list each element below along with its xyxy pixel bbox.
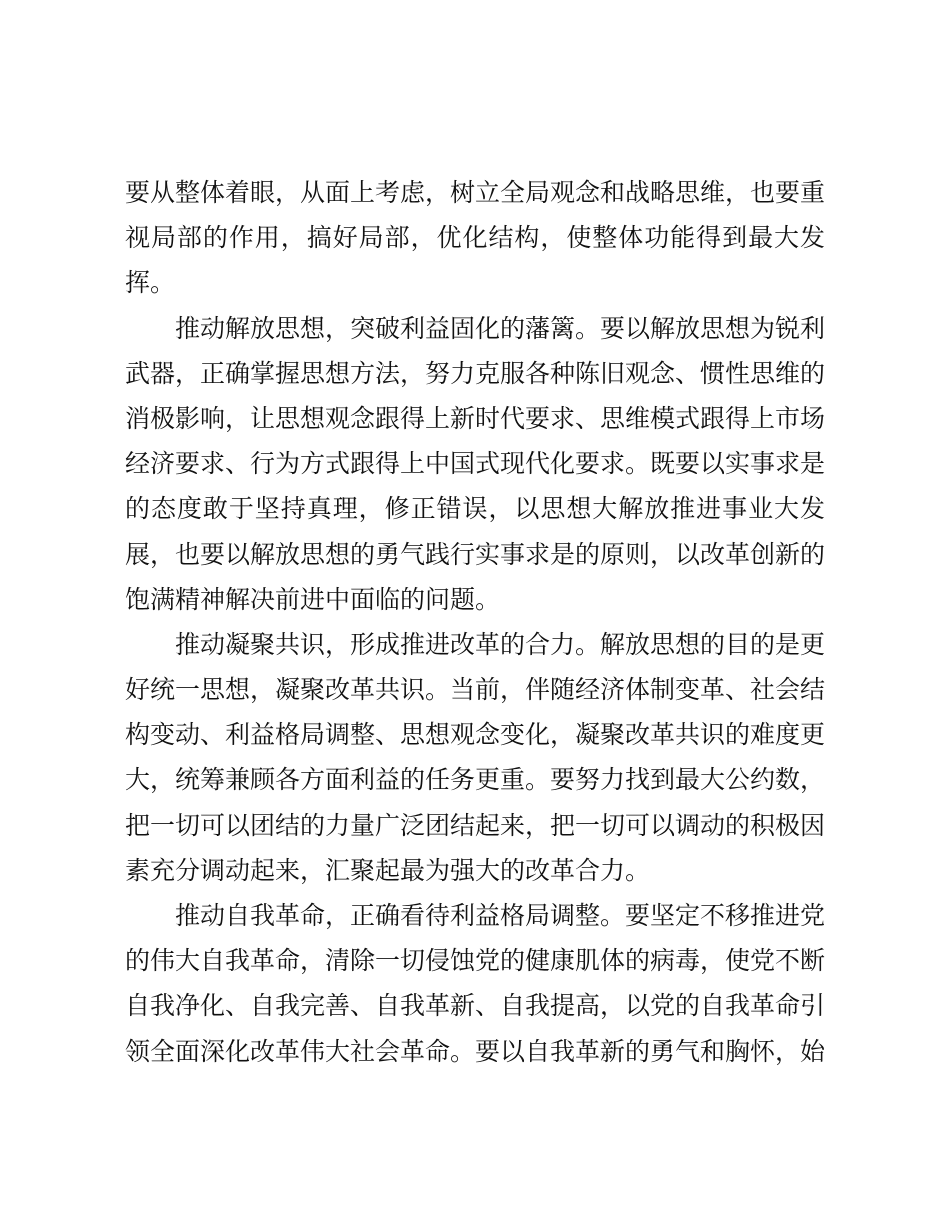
text-line: 展，也要以解放思想的勇气践行实事求是的原则，以改革创新的 bbox=[125, 539, 826, 569]
text-line: 要从整体着眼，从面上考虑，树立全局观念和战略思维，也要重 bbox=[125, 178, 826, 207]
text-line: 饱满精神解决前进中面临的问题。 bbox=[125, 584, 501, 614]
text-line: 构变动、利益格局调整、思想观念变化，凝聚改革共识的难度更 bbox=[125, 720, 826, 750]
text-line: 消极影响，让思想观念跟得上新时代要求、思维模式跟得上市场 bbox=[125, 403, 826, 433]
paragraph-start-line: 推动自我革命，正确看待利益格局调整。要坚定不移推进党 bbox=[175, 901, 826, 930]
text-line: 素充分调动起来，汇聚起最为强大的改革合力。 bbox=[125, 855, 651, 885]
text-line: 经济要求、行为方式跟得上中国式现代化要求。既要以实事求是 bbox=[125, 449, 826, 479]
text-line: 的态度敢于坚持真理，修正错误，以思想大解放推进事业大发 bbox=[125, 494, 825, 524]
text-line: 的伟大自我革命，清除一切侵蚀党的健康肌体的病毒，使党不断 bbox=[125, 946, 826, 976]
body-text bbox=[125, 170, 825, 1074]
text-line: 好统一思想，凝聚改革共识。当前，伴随经济体制变革、社会结 bbox=[125, 675, 826, 705]
text-line: 视局部的作用，搞好局部，优化结构，使整体功能得到最大发 bbox=[125, 223, 825, 253]
text-line: 大，统筹兼顾各方面利益的任务更重。要努力找到最大公约数， bbox=[125, 765, 826, 795]
text-line: 领全面深化改革伟大社会革命。要以自我革新的勇气和胸怀，始 bbox=[125, 1036, 826, 1066]
text-line: 武器，正确掌握思想方法，努力克服各种陈旧观念、惯性思维的 bbox=[125, 358, 826, 388]
text-line: 自我净化、自我完善、自我革新、自我提高，以党的自我革命引 bbox=[125, 991, 826, 1021]
text-line: 挥。 bbox=[125, 268, 176, 298]
paragraph-start-line: 推动解放思想，突破利益固化的藩篱。要以解放思想为锐利 bbox=[175, 313, 826, 343]
paragraph-start-line: 推动凝聚共识，形成推进改革的合力。解放思想的目的是更 bbox=[175, 629, 826, 659]
text-line: 把一切可以团结的力量广泛团结起来，把一切可以调动的积极因 bbox=[125, 810, 826, 840]
